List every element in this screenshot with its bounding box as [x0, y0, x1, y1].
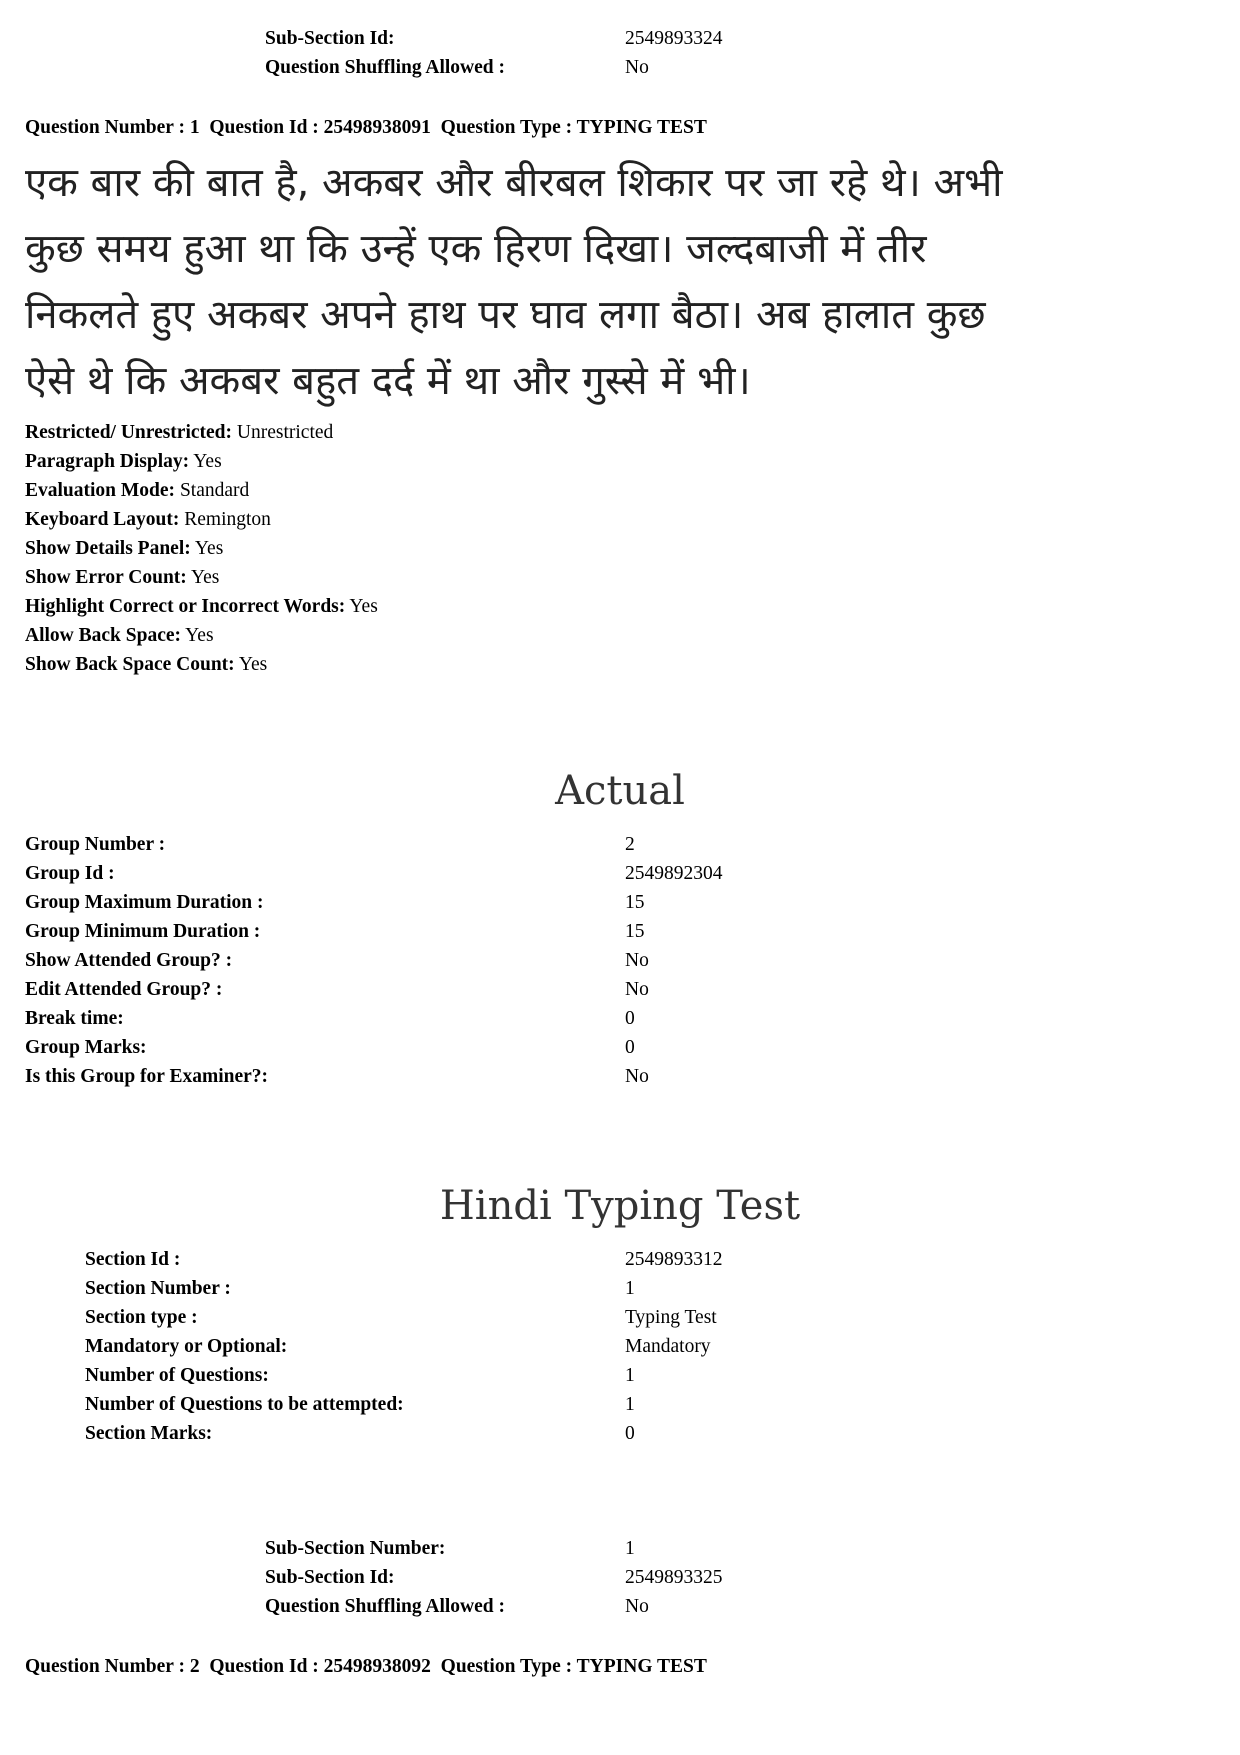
field-label: Is this Group for Examiner?:	[25, 1066, 269, 1087]
field-value: 1	[625, 1278, 635, 1299]
field-value: 0	[625, 1008, 635, 1029]
field-label: Break time:	[25, 1008, 124, 1029]
option-label: Paragraph Display:	[25, 451, 190, 472]
field-label: Question Shuffling Allowed :	[265, 1596, 506, 1617]
field-label: Number of Questions to be attempted:	[85, 1394, 404, 1415]
field-label: Sub-Section Id:	[265, 28, 395, 49]
option-row	[25, 534, 223, 563]
field-value: 0	[625, 1423, 635, 1444]
option-value: Yes	[238, 654, 268, 675]
paragraph-line: कुछ समय हुआ था कि उन्हें एक हिरण दिखा। जल्दबाजी में तीर	[25, 226, 927, 272]
field-label: Edit Attended Group? :	[25, 979, 223, 1000]
field-value: 15	[625, 921, 645, 942]
field-label: Group Marks:	[25, 1037, 147, 1058]
option-row	[25, 505, 271, 534]
group-heading: Actual	[555, 768, 685, 814]
field-label: Section Number :	[85, 1278, 231, 1299]
option-row	[25, 650, 267, 679]
field-value: 1	[625, 1394, 635, 1415]
field-value: 1	[625, 1538, 635, 1559]
field-value: 0	[625, 1037, 635, 1058]
option-value: Unrestricted	[236, 422, 334, 443]
option-value: Yes	[190, 567, 220, 588]
field-label: Group Number :	[25, 834, 166, 855]
option-label: Allow Back Space:	[25, 625, 181, 646]
field-value: No	[625, 1596, 649, 1617]
option-row	[25, 447, 222, 476]
field-value: 2549892304	[625, 863, 723, 884]
field-value: 2	[625, 834, 635, 855]
field-value: 2549893325	[625, 1567, 723, 1588]
option-row	[25, 563, 219, 592]
option-row	[25, 418, 333, 447]
option-row	[25, 621, 214, 650]
field-label: Section type :	[85, 1307, 198, 1328]
option-value: Yes	[185, 625, 214, 646]
field-label: Group Id :	[25, 863, 115, 884]
paragraph-line: एक बार की बात है, अकबर और बीरबल शिकार पर जा रहे थे। अभी	[25, 160, 1003, 206]
question-1-header: Question Number : 1 Question Id : 25498938091 Question Type : TYPING TEST	[25, 117, 707, 138]
field-value: No	[625, 57, 649, 78]
field-label: Section Marks:	[85, 1423, 213, 1444]
section-heading: Hindi Typing Test	[439, 1183, 801, 1229]
option-label: Restricted/ Unrestricted:	[25, 422, 233, 443]
question-2-header: Question Number : 2 Question Id : 25498938092 Question Type : TYPING TEST	[25, 1656, 707, 1677]
field-value: Typing Test	[625, 1307, 717, 1328]
option-label: Evaluation Mode:	[25, 480, 176, 501]
field-value: No	[625, 979, 649, 1000]
option-label: Keyboard Layout:	[25, 509, 180, 530]
field-value: 15	[625, 892, 645, 913]
field-label: Sub-Section Number:	[265, 1538, 446, 1559]
option-label: Show Error Count:	[25, 567, 187, 588]
field-value: 2549893324	[625, 28, 723, 49]
typing-paragraph	[25, 150, 1205, 414]
option-value: Yes	[194, 538, 224, 559]
field-label: Mandatory or Optional:	[85, 1336, 288, 1357]
option-row	[25, 592, 378, 621]
option-label: Highlight Correct or Incorrect Words:	[25, 596, 346, 617]
option-row	[25, 476, 249, 505]
paragraph-line: निकलते हुए अकबर अपने हाथ पर घाव लगा बैठा। अब हालात कुछ	[25, 292, 986, 338]
field-label: Show Attended Group? :	[25, 950, 233, 971]
field-label: Group Minimum Duration :	[25, 921, 261, 942]
field-label: Section Id :	[85, 1249, 181, 1270]
field-label: Number of Questions:	[85, 1365, 269, 1386]
field-value: No	[625, 950, 649, 971]
field-value: Mandatory	[625, 1336, 711, 1357]
field-label: Group Maximum Duration :	[25, 892, 264, 913]
option-value: Yes	[349, 596, 378, 617]
field-label: Sub-Section Id:	[265, 1567, 395, 1588]
paragraph-line: ऐसे थे कि अकबर बहुत दर्द में था और गुस्से में भी।	[25, 358, 751, 404]
field-value: 2549893312	[625, 1249, 723, 1270]
option-value: Standard	[179, 480, 250, 501]
field-label: Question Shuffling Allowed :	[265, 57, 506, 78]
field-value: No	[625, 1066, 649, 1087]
option-value: Yes	[193, 451, 222, 472]
option-value: Remington	[184, 509, 271, 530]
option-label: Show Details Panel:	[25, 538, 191, 559]
option-label: Show Back Space Count:	[25, 654, 235, 675]
field-value: 1	[625, 1365, 635, 1386]
